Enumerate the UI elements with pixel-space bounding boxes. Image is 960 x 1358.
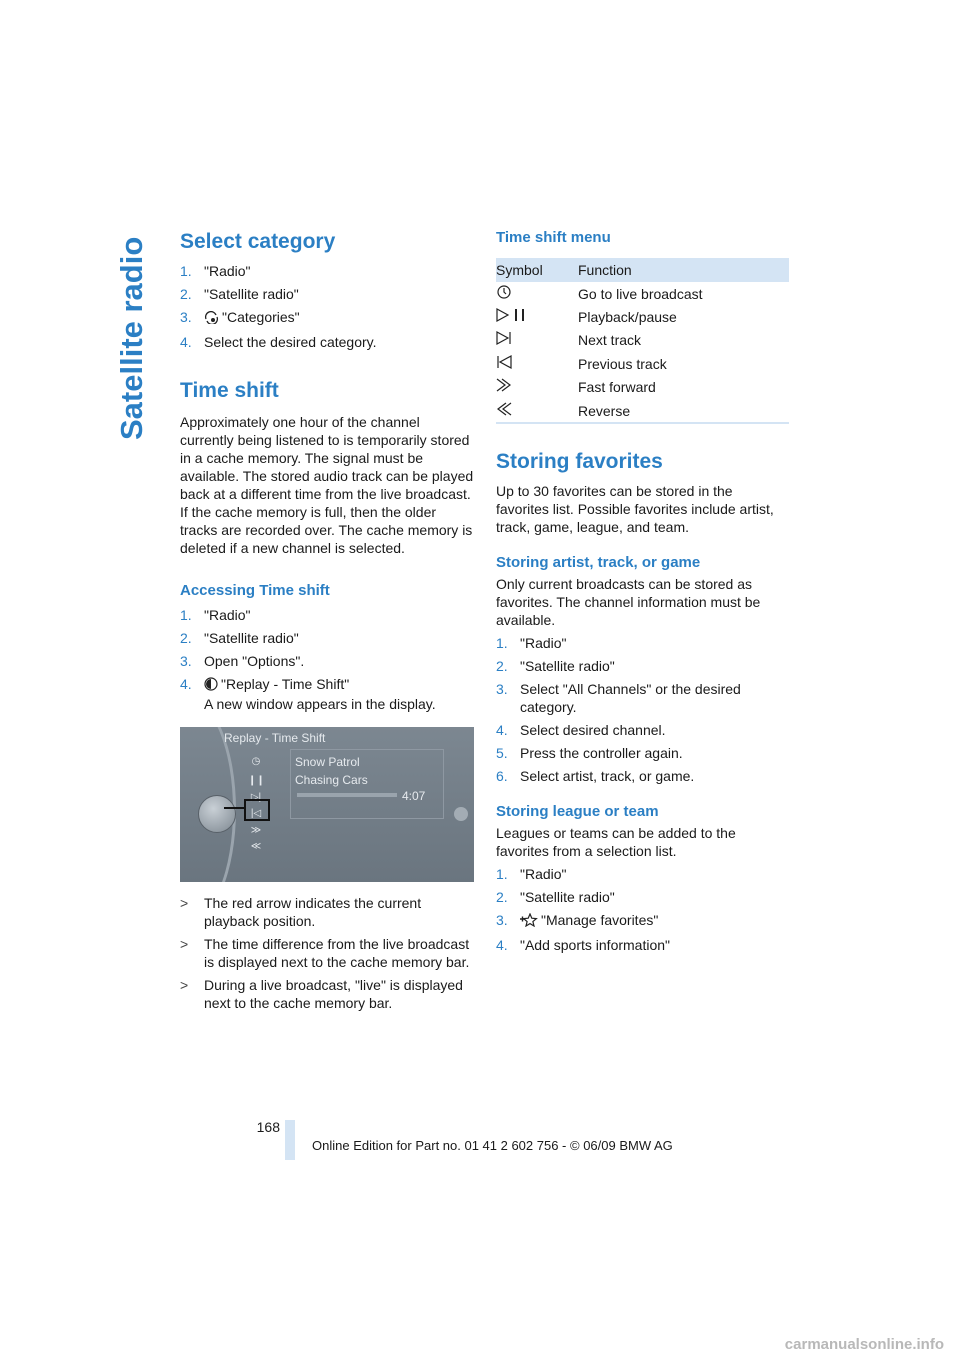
table-row: Playback/pause: [496, 305, 789, 328]
time-shift-menu-table: [496, 258, 789, 424]
time-shift-notes: [180, 894, 474, 1012]
chapter-side-title: Satellite radio: [114, 236, 149, 440]
list-item: 2. "Satellite radio": [496, 658, 615, 675]
accessing-time-shift-heading: Accessing Time shift: [180, 582, 330, 599]
previous-track-icon: |◁: [250, 808, 262, 819]
screenshot-track: Chasing Cars: [295, 773, 368, 787]
watermark: carmanualsonline.info: [784, 1336, 944, 1353]
column-header-function: Function: [578, 258, 789, 282]
selection-highlight: [244, 799, 270, 821]
list-item: 3. Open "Options".: [180, 653, 305, 669]
storing-favorites-heading: Storing favorites: [496, 450, 663, 474]
next-track-icon: [496, 333, 512, 349]
list-item: > The red arrow indicates the current playback position.: [180, 895, 422, 929]
column-header-symbol: Symbol: [496, 258, 578, 282]
table-row: Next track: [496, 329, 789, 352]
screenshot-time: 4:07: [402, 789, 426, 803]
live-broadcast-icon: [496, 287, 512, 303]
list-item: 4. "Replay - Time Shift" A new window appears in the display.: [180, 676, 436, 712]
list-item: 2. "Satellite radio": [180, 286, 299, 302]
list-item: 4. "Add sports information": [496, 937, 671, 954]
select-category-steps: [180, 262, 474, 351]
list-item: 3. Select "All Channels" or the desired category.: [496, 681, 741, 716]
time-shift-menu-heading: Time shift menu: [496, 229, 611, 246]
storing-artist-steps: [496, 634, 789, 785]
replay-icon: [204, 677, 218, 695]
controller-knob: [198, 795, 236, 833]
list-item: > The time difference from the live broadcast is displayed next to the cache memory bar.: [180, 936, 470, 970]
table-row: Go to live broadcast: [496, 282, 789, 305]
playback-pause-icon: ❙❙: [248, 775, 265, 786]
time-shift-screenshot: [180, 727, 474, 882]
table-row: Previous track: [496, 352, 789, 375]
fast-forward-icon: ≫: [250, 825, 262, 836]
list-item: 3. "Categories": [180, 308, 474, 328]
footer-edition-text: Online Edition for Part no. 01 41 2 602 756 - © 06/09 BMW AG: [312, 1138, 673, 1153]
page-number: 168: [256, 1119, 280, 1135]
accessing-steps: [180, 606, 474, 713]
time-shift-heading: Time shift: [180, 379, 279, 402]
pointer-arrow: [224, 807, 244, 809]
playback-pause-icon: [496, 310, 530, 326]
reverse-icon: ≪: [250, 841, 262, 852]
left-column: [180, 228, 474, 1017]
list-item: 2. "Satellite radio": [496, 889, 615, 906]
cache-memory-bar: [297, 793, 397, 797]
table-row: Reverse: [496, 399, 789, 423]
right-control-icon: [454, 807, 468, 821]
previous-track-icon: [496, 357, 512, 373]
table-row: Fast forward: [496, 376, 789, 399]
next-track-icon: ▷|: [250, 792, 262, 803]
list-item: 1. "Radio": [180, 607, 251, 623]
fast-forward-icon: [496, 380, 512, 396]
reverse-icon: [496, 404, 512, 420]
storing-artist-body: Only current broadcasts can be stored as favorites. The channel information must be available.: [496, 576, 761, 629]
list-item: 1. "Radio": [180, 263, 251, 279]
table-header-row: [496, 258, 789, 282]
right-column: [496, 228, 789, 959]
list-item: 2. "Satellite radio": [180, 630, 299, 646]
categories-icon: [204, 310, 219, 328]
live-broadcast-icon: ◷: [251, 756, 261, 767]
storing-artist-heading: Storing artist, track, or game: [496, 554, 701, 572]
list-item: 3. "Manage favorites": [496, 911, 789, 931]
storing-league-heading: Storing league or team: [496, 803, 659, 821]
list-item: > During a live broadcast, "live" is displayed next to the cache memory bar.: [180, 977, 463, 1011]
storing-league-steps: [496, 865, 789, 954]
list-item: 1. "Radio": [496, 866, 567, 883]
storing-league-body: Leagues or teams can be added to the favorites from a selection list.: [496, 825, 736, 860]
time-shift-body: Approximately one hour of the channel currently being listened to is temporarily stored in a cache memory. The signal must be available. The stored audio track can be played back at a different time from the live broadcast. If the cache memory is full, then the older tracks are recorded over. The cache memory is deleted if a new channel is selected.: [180, 414, 474, 556]
list-item: 6. Select artist, track, or game.: [496, 768, 695, 785]
list-item: 1. "Radio": [496, 635, 567, 652]
list-item: 5. Press the controller again.: [496, 745, 683, 762]
manage-favorites-icon: [520, 913, 538, 931]
footer-accent-bar: [285, 1120, 295, 1160]
list-item: 4. Select the desired category.: [180, 334, 377, 350]
storing-favorites-body: Up to 30 favorites can be stored in the favorites list. Possible favorites include artist, track, game, league, and team.: [496, 483, 774, 536]
list-item: 4. Select desired channel.: [496, 722, 666, 739]
screenshot-title: Replay - Time Shift: [224, 731, 326, 745]
screenshot-artist: Snow Patrol: [295, 755, 360, 769]
select-category-heading: Select category: [180, 230, 336, 253]
